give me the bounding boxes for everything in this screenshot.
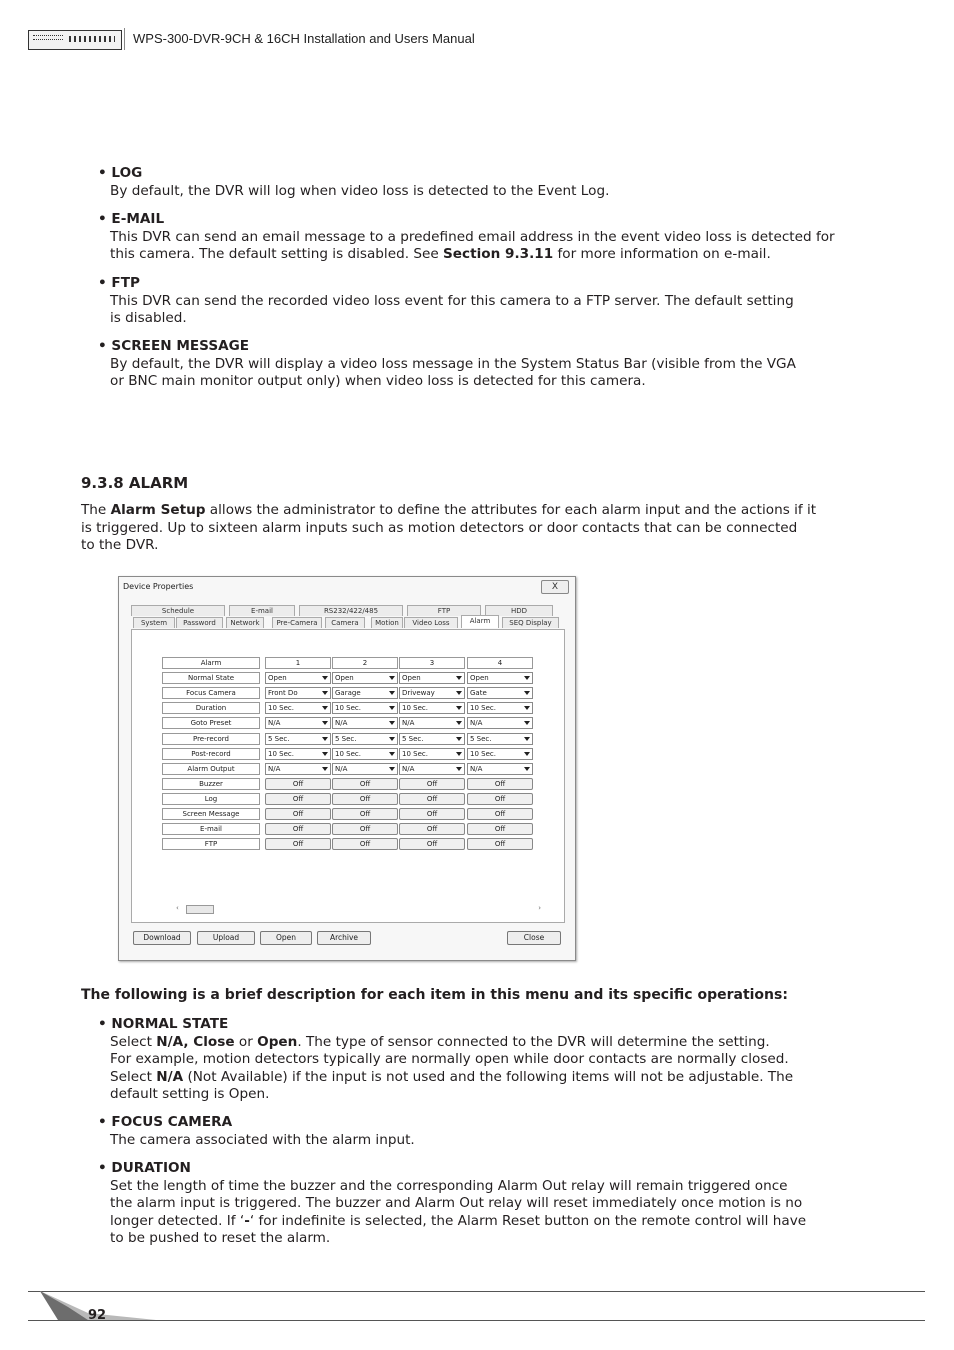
screen-message-item: [98, 338, 796, 391]
normal-state-item: [98, 1016, 793, 1104]
chevron-down-icon: [524, 676, 530, 680]
alarm-toggle-button[interactable]: Off: [399, 793, 465, 805]
alarm-toggle-button[interactable]: Off: [265, 838, 331, 850]
ns-l1-b1: N/A, Close: [156, 1033, 235, 1050]
upload-button[interactable]: Upload: [197, 931, 255, 945]
dialog-close-icon[interactable]: X: [541, 580, 569, 594]
dur-l3-b: -: [244, 1212, 250, 1229]
chevron-down-icon: [456, 721, 462, 725]
alarm-toggle-button[interactable]: Off: [265, 808, 331, 820]
alarm-select[interactable]: [332, 748, 398, 760]
page-number: 92: [88, 1308, 107, 1323]
scroll-thumb[interactable]: [186, 905, 214, 914]
chevron-down-icon: [456, 737, 462, 741]
alarm-toggle-button[interactable]: Off: [467, 823, 533, 835]
scroll-right-icon[interactable]: ›: [538, 904, 541, 912]
alarm-select[interactable]: [399, 672, 465, 684]
row-label: FTP: [162, 838, 260, 850]
alarm-select-value: N/A: [402, 719, 415, 728]
alarm-select-value: Driveway: [402, 689, 435, 698]
alarm-select-value: Front Do: [268, 689, 298, 698]
alarm-select[interactable]: [265, 748, 331, 760]
alarm-select-value: 5 Sec.: [470, 734, 492, 743]
alarm-select[interactable]: [467, 672, 533, 684]
normal-state-line1: [98, 1034, 793, 1052]
chevron-down-icon: [456, 676, 462, 680]
section-para-line2: is triggered. Up to sixteen alarm inputs such as motion detectors or door contacts that can be connected: [81, 519, 798, 536]
tab-e-mail[interactable]: E-mail: [229, 605, 295, 616]
header-title: WPS-300-DVR-9CH & 16CH Installation and Users Manual: [133, 31, 475, 46]
email-text-pre: this camera. The default setting is disabled. See: [110, 246, 444, 262]
log-item: [98, 165, 609, 200]
alarm-select[interactable]: [332, 672, 398, 684]
chevron-down-icon: [389, 737, 395, 741]
alarm-select[interactable]: [399, 733, 465, 745]
alarm-select[interactable]: [265, 702, 331, 714]
email-title: • E-MAIL: [98, 211, 165, 227]
alarm-select-value: Gate: [470, 689, 487, 698]
chevron-down-icon: [456, 752, 462, 756]
section-para-line1: [81, 502, 816, 520]
tab-camera[interactable]: Camera: [325, 617, 365, 628]
tab-video-loss[interactable]: Video Loss: [404, 617, 458, 628]
alarm-select-value: 5 Sec.: [402, 734, 424, 743]
chevron-down-icon: [389, 676, 395, 680]
alarm-select-value: N/A: [335, 764, 348, 773]
row-label: Log: [162, 793, 260, 805]
alarm-toggle-button[interactable]: Off: [467, 793, 533, 805]
ns-l1-pre: Select: [110, 1033, 157, 1050]
alarm-select-value: 10 Sec.: [335, 704, 361, 713]
tab-system[interactable]: System: [133, 617, 175, 628]
alarm-select-value: Garage: [335, 689, 361, 698]
chevron-down-icon: [322, 752, 328, 756]
row-label: E-mail: [162, 823, 260, 835]
alarm-select[interactable]: [332, 717, 398, 729]
alarm-toggle-button[interactable]: Off: [332, 808, 398, 820]
alarm-select-value: 5 Sec.: [335, 734, 357, 743]
chevron-down-icon: [322, 691, 328, 695]
description-heading: The following is a brief description for each item in this menu and its specific operations:: [81, 987, 788, 1003]
chevron-down-icon: [389, 721, 395, 725]
alarm-select[interactable]: [467, 748, 533, 760]
tab-motion[interactable]: Motion: [371, 617, 403, 628]
tab-ftp[interactable]: FTP: [407, 605, 481, 616]
grid-column-header: 4: [467, 657, 533, 669]
alarm-select-value: N/A: [402, 764, 415, 773]
chevron-down-icon: [322, 676, 328, 680]
row-label: Duration: [162, 702, 260, 714]
screen-message-title: • SCREEN MESSAGE: [98, 338, 250, 354]
alarm-toggle-button[interactable]: Off: [265, 823, 331, 835]
alarm-select-value: Open: [268, 674, 287, 683]
footer-bottom-rule: [28, 1320, 925, 1321]
email-text-line1: This DVR can send an email message to a predefined email address in the event video loss is detected for: [110, 228, 835, 245]
alarm-select[interactable]: [399, 763, 465, 775]
screen-message-text-line2: or BNC main monitor output only) when video loss is detected for this camera.: [110, 373, 646, 389]
grid-column-header: 3: [399, 657, 465, 669]
chevron-down-icon: [389, 752, 395, 756]
row-label: Screen Message: [162, 808, 260, 820]
alarm-toggle-button[interactable]: Off: [332, 838, 398, 850]
ns-l3-pre: Select: [110, 1068, 157, 1085]
alarm-select-value: N/A: [268, 764, 281, 773]
alarm-toggle-button[interactable]: Off: [332, 823, 398, 835]
chevron-down-icon: [524, 752, 530, 756]
alarm-select-value: N/A: [268, 719, 281, 728]
open-button[interactable]: Open: [260, 931, 312, 945]
tab-seq-display[interactable]: SEQ Display: [502, 617, 559, 628]
alarm-select-value: N/A: [335, 719, 348, 728]
tab-pre-camera[interactable]: Pre-Camera: [272, 617, 322, 628]
alarm-select-value: Open: [335, 674, 354, 683]
chevron-down-icon: [524, 737, 530, 741]
header-divider: [124, 28, 125, 50]
download-button[interactable]: Download: [133, 931, 191, 945]
alarm-select[interactable]: [332, 687, 398, 699]
alarm-select[interactable]: [467, 687, 533, 699]
alarm-panel: [131, 629, 565, 923]
log-text: By default, the DVR will log when video loss is detected to the Event Log.: [110, 182, 610, 199]
row-label: Pre-record: [162, 733, 260, 745]
alarm-select[interactable]: [467, 763, 533, 775]
chevron-down-icon: [524, 706, 530, 710]
chevron-down-icon: [456, 767, 462, 771]
duration-title: • DURATION: [98, 1160, 191, 1176]
alarm-toggle-button[interactable]: Off: [467, 808, 533, 820]
tab-password[interactable]: Password: [176, 617, 223, 628]
dvr-device-icon: [28, 30, 122, 50]
focus-camera-title: • FOCUS CAMERA: [98, 1114, 233, 1130]
alarm-select[interactable]: [399, 687, 465, 699]
alarm-select-value: 10 Sec.: [402, 704, 428, 713]
chevron-down-icon: [389, 706, 395, 710]
scroll-left-icon[interactable]: ‹: [176, 904, 179, 912]
alarm-select-value: 10 Sec.: [470, 749, 496, 758]
alarm-select[interactable]: [467, 717, 533, 729]
archive-button[interactable]: Archive: [317, 931, 371, 945]
tab-schedule[interactable]: Schedule: [131, 605, 225, 616]
ns-l1-b2: Open: [257, 1033, 298, 1050]
alarm-select-value: 10 Sec.: [335, 749, 361, 758]
chevron-down-icon: [322, 737, 328, 741]
row-label: Goto Preset: [162, 717, 260, 729]
row-label: Focus Camera: [162, 687, 260, 699]
ns-l3-b: N/A: [156, 1068, 184, 1085]
close-button[interactable]: Close: [507, 931, 561, 945]
alarm-select-value: Open: [402, 674, 421, 683]
alarm-toggle-button[interactable]: Off: [399, 838, 465, 850]
device-properties-dialog: [118, 576, 576, 961]
focus-camera-line1: The camera associated with the alarm input.: [110, 1131, 415, 1148]
alarm-select-value: N/A: [470, 719, 483, 728]
duration-item: [98, 1160, 806, 1248]
tab-hdd[interactable]: HDD: [485, 605, 553, 616]
alarm-select-value: N/A: [470, 764, 483, 773]
alarm-select[interactable]: [332, 702, 398, 714]
alarm-toggle-button[interactable]: Off: [467, 778, 533, 790]
ftp-title: • FTP: [98, 275, 140, 291]
alarm-toggle-button[interactable]: Off: [399, 823, 465, 835]
email-text-line2: [98, 246, 835, 264]
alarm-toggle-button[interactable]: Off: [265, 793, 331, 805]
alarm-select[interactable]: [399, 748, 465, 760]
ns-l1-post: . The type of sensor connected to the DVR will determine the setting.: [297, 1033, 770, 1050]
alarm-select-value: Open: [470, 674, 489, 683]
alarm-select-value: 10 Sec.: [402, 749, 428, 758]
ns-l1-mid: or: [234, 1033, 258, 1050]
chevron-down-icon: [389, 691, 395, 695]
alarm-toggle-button[interactable]: Off: [399, 778, 465, 790]
alarm-select[interactable]: [265, 733, 331, 745]
email-text-post: for more information on e-mail.: [553, 246, 771, 262]
chevron-down-icon: [524, 721, 530, 725]
screen-message-text-line1: By default, the DVR will display a video loss message in the System Status Bar (visible from the VGA: [110, 355, 796, 372]
row-label: Post-record: [162, 748, 260, 760]
duration-line3: [98, 1213, 806, 1231]
dur-l3-pre: longer detected. If ‘: [110, 1212, 245, 1229]
focus-camera-item: [98, 1114, 415, 1149]
alarm-select-value: 10 Sec.: [268, 704, 294, 713]
duration-line2: the alarm input is triggered. The buzzer and Alarm Out relay will reset immediately once motion is no: [110, 1195, 803, 1211]
normal-state-title: • NORMAL STATE: [98, 1016, 229, 1032]
ftp-text-line2: is disabled.: [110, 310, 187, 326]
row-label: Normal State: [162, 672, 260, 684]
section-para-line3: to the DVR.: [81, 537, 159, 553]
section-heading: 9.3.8 ALARM: [81, 474, 189, 492]
alarm-toggle-button[interactable]: Off: [399, 808, 465, 820]
section-paragraph: [81, 502, 816, 555]
duration-line4: to be pushed to reset the alarm.: [110, 1230, 331, 1246]
alarm-toggle-button[interactable]: Off: [265, 778, 331, 790]
alarm-select[interactable]: [467, 702, 533, 714]
alarm-toggle-button[interactable]: Off: [467, 838, 533, 850]
chevron-down-icon: [456, 706, 462, 710]
ftp-text-line1: This DVR can send the recorded video loss event for this camera to a FTP server. The default setting: [110, 292, 794, 309]
grid-header-label: Alarm: [162, 657, 260, 669]
alarm-select[interactable]: [467, 733, 533, 745]
alarm-toggle-button[interactable]: Off: [332, 793, 398, 805]
footer-top-rule: [28, 1291, 925, 1292]
alarm-setup-term: Alarm Setup: [110, 502, 206, 518]
chevron-down-icon: [456, 691, 462, 695]
alarm-select-value: 10 Sec.: [268, 749, 294, 758]
duration-line1: Set the length of time the buzzer and the corresponding Alarm Out relay will remain triggered once: [110, 1177, 788, 1194]
row-label: Alarm Output: [162, 763, 260, 775]
chevron-down-icon: [524, 691, 530, 695]
section-para-pre: The: [81, 502, 111, 518]
tab-alarm[interactable]: Alarm: [461, 615, 499, 628]
email-section-ref: Section 9.3.11: [443, 246, 554, 262]
dialog-title: Device Properties: [123, 582, 194, 591]
tab-rs232-422-485[interactable]: RS232/422/485: [299, 605, 403, 616]
grid-column-header: 1: [265, 657, 331, 669]
section-para-post: allows the administrator to define the attributes for each alarm input and the actions if it: [205, 502, 817, 518]
ftp-item: [98, 275, 794, 328]
dur-l3-post: ‘ for indefinite is selected, the Alarm Reset button on the remote control will have: [249, 1212, 807, 1229]
tab-network[interactable]: Network: [226, 617, 264, 628]
alarm-select[interactable]: [265, 687, 331, 699]
alarm-select-value: 5 Sec.: [268, 734, 290, 743]
row-label: Buzzer: [162, 778, 260, 790]
ns-l3-post: (Not Available) if the input is not used and the following items will not be adjustable. The: [183, 1068, 794, 1085]
grid-column-header: 2: [332, 657, 398, 669]
normal-state-line4: default setting is Open.: [110, 1086, 270, 1102]
chevron-down-icon: [322, 706, 328, 710]
chevron-down-icon: [322, 721, 328, 725]
email-item: [98, 211, 835, 264]
alarm-select[interactable]: [332, 763, 398, 775]
log-title: • LOG: [98, 165, 143, 181]
normal-state-line2: For example, motion detectors typically are normally open while door contacts are normally closed.: [110, 1051, 789, 1067]
alarm-select-value: 10 Sec.: [470, 704, 496, 713]
chevron-down-icon: [322, 767, 328, 771]
alarm-select[interactable]: [399, 702, 465, 714]
horizontal-scrollbar[interactable]: [176, 904, 541, 913]
alarm-toggle-button[interactable]: Off: [332, 778, 398, 790]
alarm-select[interactable]: [265, 717, 331, 729]
alarm-select[interactable]: [332, 733, 398, 745]
alarm-select[interactable]: [265, 672, 331, 684]
chevron-down-icon: [524, 767, 530, 771]
alarm-select[interactable]: [399, 717, 465, 729]
chevron-down-icon: [389, 767, 395, 771]
normal-state-line3: [98, 1069, 793, 1087]
alarm-select[interactable]: [265, 763, 331, 775]
